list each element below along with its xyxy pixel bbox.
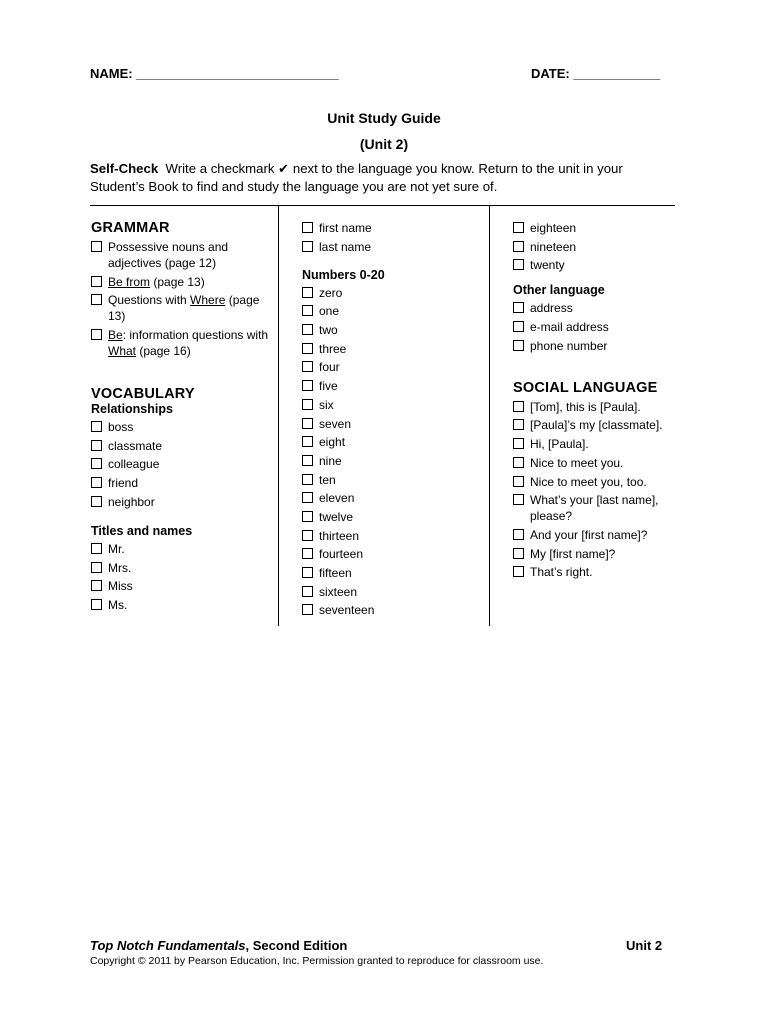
list-item[interactable] xyxy=(302,584,482,600)
footer-unit: Unit 2 xyxy=(626,938,663,953)
checkbox[interactable] xyxy=(91,496,102,507)
list-item[interactable] xyxy=(513,220,683,236)
page-subtitle: (Unit 2) xyxy=(359,136,409,152)
list-item-label: Nice to meet you. xyxy=(530,455,624,470)
list-item[interactable] xyxy=(91,578,271,594)
checkbox[interactable] xyxy=(513,241,524,252)
list-item-label: fifteen xyxy=(319,566,352,580)
column-grammar-vocabulary xyxy=(91,220,271,616)
list-item-label: thirteen xyxy=(319,528,360,543)
other-language-heading: Other language xyxy=(513,283,605,298)
list-item-label: eighteen xyxy=(530,221,577,235)
titles-list xyxy=(91,541,271,613)
checkbox[interactable] xyxy=(513,566,524,577)
checkbox[interactable] xyxy=(513,401,524,412)
list-item-label: seventeen xyxy=(319,603,375,618)
list-item[interactable] xyxy=(302,359,482,375)
checkbox[interactable] xyxy=(302,324,313,335)
list-item-label: [Paula]’s my [classmate]. xyxy=(530,418,663,433)
list-item-label: colleague xyxy=(108,457,160,472)
checkbox[interactable] xyxy=(302,222,313,233)
date-blank-line: ____________ xyxy=(573,66,661,81)
instruction-text-2: next to the language you know. Return to the unit in your Student’s Book to find and study the language you are not yet sure of. xyxy=(90,161,623,194)
list-item-label: six xyxy=(319,397,334,412)
list-item[interactable] xyxy=(302,239,482,255)
footer-book-title xyxy=(90,938,347,953)
list-item[interactable] xyxy=(513,300,683,316)
list-item[interactable] xyxy=(302,528,482,544)
vocabulary-heading: VOCABULARY xyxy=(91,386,195,403)
checkbox[interactable] xyxy=(302,399,313,410)
list-item-label: And your [first name]? xyxy=(530,527,648,542)
checkbox[interactable] xyxy=(513,419,524,430)
list-item[interactable] xyxy=(302,565,482,581)
edition: , Second Edition xyxy=(245,938,348,953)
checkbox[interactable] xyxy=(302,492,313,503)
checkbox[interactable] xyxy=(513,259,524,270)
list-item[interactable] xyxy=(302,341,482,357)
column-divider-1 xyxy=(278,206,279,626)
checkbox[interactable] xyxy=(302,436,313,447)
checkbox[interactable] xyxy=(91,329,102,340)
checkbox[interactable] xyxy=(91,458,102,469)
list-item-label: address xyxy=(530,301,573,316)
list-item[interactable] xyxy=(513,338,683,354)
names-list xyxy=(302,220,482,255)
checkbox[interactable] xyxy=(513,494,524,505)
checkbox[interactable] xyxy=(91,440,102,451)
checkbox[interactable] xyxy=(302,548,313,559)
list-item[interactable] xyxy=(513,399,683,415)
checkbox[interactable] xyxy=(302,287,313,298)
list-item-label: Miss xyxy=(108,579,133,594)
checkbox[interactable] xyxy=(91,477,102,488)
list-item[interactable] xyxy=(91,475,271,491)
date-label: DATE: xyxy=(531,66,570,81)
checkbox[interactable] xyxy=(302,586,313,597)
list-item-label: What’s your [last name], please? xyxy=(530,493,659,524)
checkbox[interactable] xyxy=(302,305,313,316)
list-item[interactable] xyxy=(302,416,482,432)
list-item-label: sixteen xyxy=(319,584,358,599)
list-item-label: My [first name]? xyxy=(530,546,616,561)
checkbox[interactable] xyxy=(91,599,102,610)
book-title: Top Notch Fundamentals xyxy=(90,938,246,953)
list-item[interactable] xyxy=(513,417,683,433)
checkbox[interactable] xyxy=(302,455,313,466)
numbers-continued-list xyxy=(513,220,683,273)
list-item-label: That’s right. xyxy=(530,565,593,580)
list-item-label: seven xyxy=(319,416,352,431)
checkbox[interactable] xyxy=(91,241,102,252)
list-item-label: friend xyxy=(108,476,139,491)
list-item[interactable] xyxy=(302,490,482,506)
list-item[interactable] xyxy=(302,378,482,394)
list-item[interactable] xyxy=(302,397,482,413)
checkbox[interactable] xyxy=(513,321,524,332)
list-item[interactable] xyxy=(91,597,271,613)
list-item[interactable] xyxy=(302,285,482,301)
checkbox[interactable] xyxy=(91,543,102,554)
checkbox[interactable] xyxy=(302,361,313,372)
list-item[interactable] xyxy=(513,239,683,255)
list-item[interactable] xyxy=(91,419,271,435)
list-item-label: neighbor xyxy=(108,494,155,509)
relationships-list xyxy=(91,419,271,510)
list-item[interactable] xyxy=(91,541,271,557)
checkbox[interactable] xyxy=(513,457,524,468)
self-check-label: Self-Check xyxy=(90,161,159,176)
list-item[interactable] xyxy=(91,456,271,472)
list-item-label: zero xyxy=(319,285,343,300)
checkbox[interactable] xyxy=(302,530,313,541)
list-item[interactable] xyxy=(91,438,271,454)
list-item[interactable] xyxy=(513,257,683,273)
instruction-text-1: Write a checkmark xyxy=(165,161,275,176)
list-item[interactable]: Be from (page 13) xyxy=(91,274,271,290)
checkbox[interactable] xyxy=(513,476,524,487)
checkbox[interactable] xyxy=(302,343,313,354)
checkbox[interactable] xyxy=(302,474,313,485)
list-item-label: phone number xyxy=(530,338,608,353)
list-item[interactable] xyxy=(91,560,271,576)
name-label: NAME: xyxy=(90,66,133,81)
list-item-label: two xyxy=(319,323,338,338)
checkbox[interactable] xyxy=(302,567,313,578)
list-item[interactable] xyxy=(302,434,482,450)
checkbox[interactable] xyxy=(513,222,524,233)
list-item[interactable] xyxy=(302,220,482,236)
list-item-label: nineteen xyxy=(530,239,577,254)
list-item-label: twelve xyxy=(319,509,354,524)
titles-heading: Titles and names xyxy=(91,523,193,538)
checkbox[interactable] xyxy=(513,302,524,313)
checkbox[interactable] xyxy=(91,562,102,573)
checkmark-icon: ✔ xyxy=(278,161,290,176)
column-other-social xyxy=(513,220,683,583)
list-item[interactable] xyxy=(302,509,482,525)
social-language-list xyxy=(513,399,683,581)
checkbox[interactable] xyxy=(513,340,524,351)
list-item-label: Ms. xyxy=(108,597,128,612)
list-item[interactable] xyxy=(513,436,683,452)
checkbox[interactable] xyxy=(91,276,102,287)
list-item-label: eight xyxy=(319,435,346,450)
list-item[interactable] xyxy=(513,564,683,580)
checkbox[interactable] xyxy=(302,511,313,522)
checkbox[interactable] xyxy=(302,380,313,391)
list-item[interactable] xyxy=(302,602,482,618)
list-item-label: one xyxy=(319,304,340,319)
list-item[interactable]: Possessive nouns and adjectives (page 12) xyxy=(91,239,271,271)
list-item[interactable]: Be: information questions with What (page 16) xyxy=(91,327,271,359)
checkbox[interactable] xyxy=(91,294,102,305)
list-item-label: three xyxy=(319,341,347,356)
list-item-label: classmate xyxy=(108,438,163,453)
date-field xyxy=(531,66,660,81)
checkbox[interactable] xyxy=(513,529,524,540)
social-language-heading: SOCIAL LANGUAGE xyxy=(513,379,658,396)
list-item[interactable] xyxy=(513,546,683,562)
list-item[interactable] xyxy=(91,494,271,510)
name-blank-line: ____________________________ xyxy=(136,66,339,81)
list-item[interactable]: Questions with Where (page 13) xyxy=(91,292,271,324)
other-language-list xyxy=(513,300,683,353)
column-numbers xyxy=(302,220,482,621)
list-item[interactable] xyxy=(513,492,683,524)
list-item[interactable] xyxy=(513,474,683,490)
list-item-label: Hi, [Paula]. xyxy=(530,437,589,452)
checkbox[interactable] xyxy=(91,421,102,432)
name-field xyxy=(90,66,339,81)
checkbox[interactable] xyxy=(302,604,313,615)
list-item[interactable] xyxy=(513,527,683,543)
list-item-label: Mrs. xyxy=(108,560,132,575)
list-item[interactable] xyxy=(302,546,482,562)
list-item-label: five xyxy=(319,379,338,394)
relationships-heading: Relationships xyxy=(91,402,173,417)
numbers-list xyxy=(302,285,482,619)
list-item-label: [Tom], this is [Paula]. xyxy=(530,399,641,414)
list-item[interactable] xyxy=(513,319,683,335)
list-item-label: fourteen xyxy=(319,547,364,562)
list-item[interactable] xyxy=(513,455,683,471)
list-item-label: last name xyxy=(319,239,372,254)
list-item-label: Mr. xyxy=(108,541,125,556)
checkbox[interactable] xyxy=(302,418,313,429)
list-item[interactable] xyxy=(302,322,482,338)
checkbox[interactable] xyxy=(91,580,102,591)
list-item-label: eleven xyxy=(319,491,355,506)
list-item[interactable] xyxy=(302,453,482,469)
list-item-label: four xyxy=(319,360,340,375)
divider-horizontal xyxy=(90,205,675,206)
list-item-label: nine xyxy=(319,453,342,468)
list-item[interactable] xyxy=(302,303,482,319)
list-item[interactable] xyxy=(302,472,482,488)
numbers-heading: Numbers 0-20 xyxy=(302,267,385,282)
checkbox[interactable] xyxy=(302,241,313,252)
list-item-label: e-mail address xyxy=(530,320,609,335)
checkbox[interactable] xyxy=(513,438,524,449)
list-item-label: twenty xyxy=(530,258,565,273)
checkbox[interactable] xyxy=(513,548,524,559)
column-divider-2 xyxy=(489,206,490,626)
list-item-label: first name xyxy=(319,221,372,235)
grammar-heading: GRAMMAR xyxy=(91,220,170,236)
list-item-label: Nice to meet you, too. xyxy=(530,474,647,489)
copyright-notice: Copyright © 2011 by Pearson Education, Inc. Permission granted to reproduce for classroom use. xyxy=(90,955,544,967)
list-item-label: boss xyxy=(108,420,134,435)
list-item-label: ten xyxy=(319,472,336,487)
self-check-instructions xyxy=(90,160,680,196)
page-title: Unit Study Guide xyxy=(327,110,441,126)
